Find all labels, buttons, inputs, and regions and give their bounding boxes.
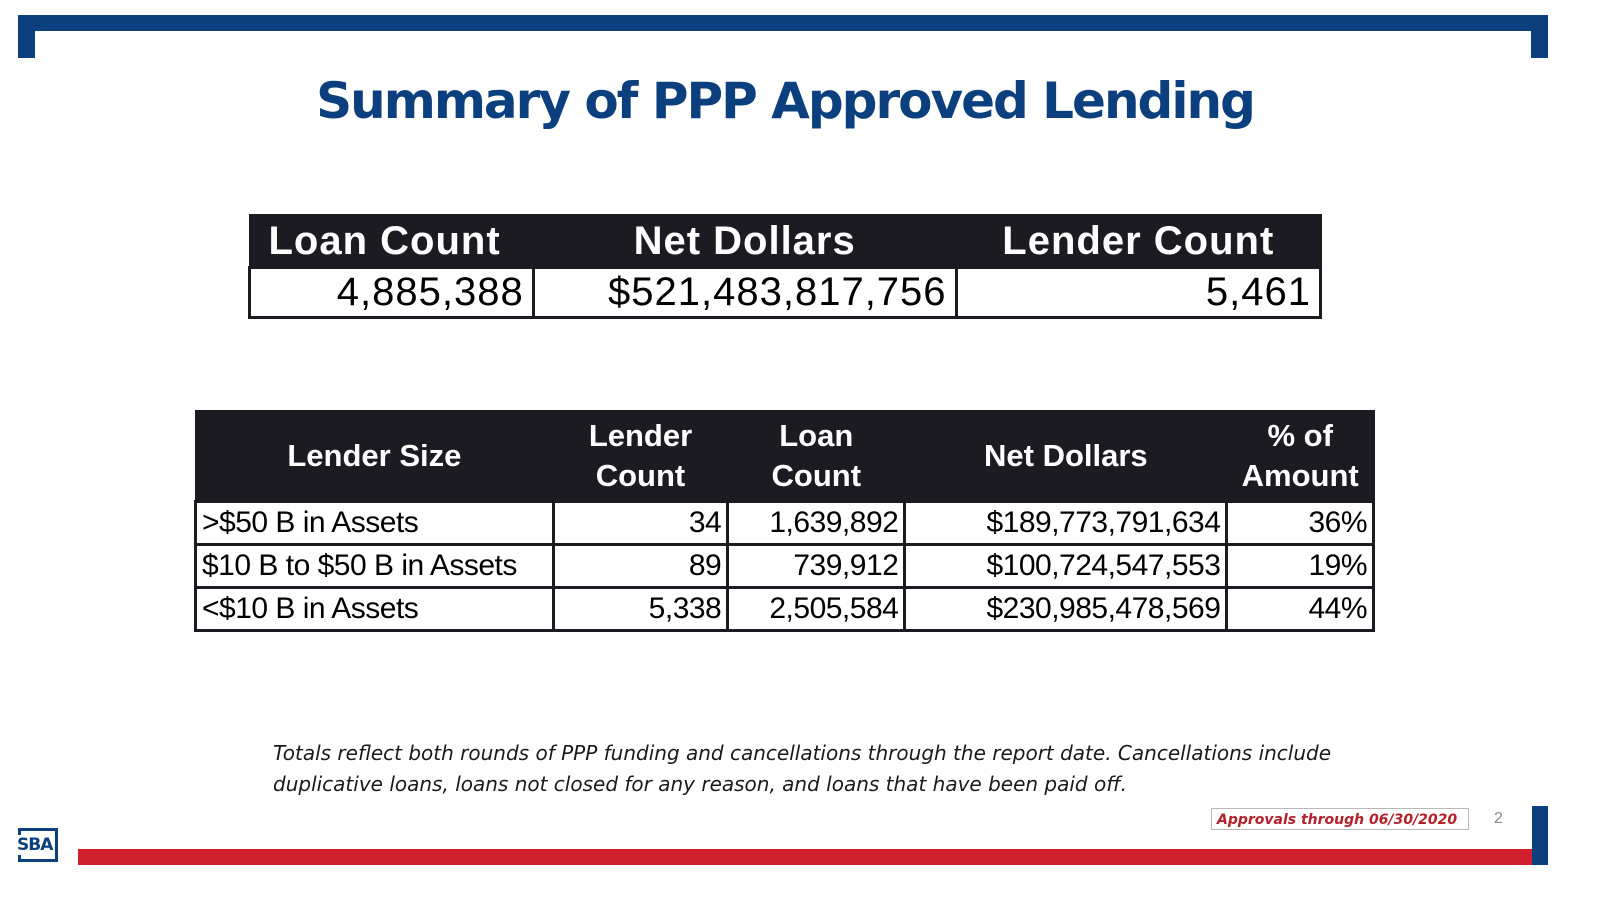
header-loan-count <box>728 411 905 502</box>
sba-logo-text: SBA <box>17 835 53 855</box>
top-frame-bar <box>18 15 1548 31</box>
page-number: 2 <box>1494 810 1503 827</box>
row-lender-count: 34 <box>553 502 728 545</box>
table-row <box>196 502 1374 545</box>
top-frame-right-bracket <box>1531 15 1548 58</box>
summary-header-row <box>250 215 1321 268</box>
row-net-dollars: $230,985,478,569 <box>905 588 1227 631</box>
lender-size-table <box>194 410 1375 632</box>
summary-header-lender-count: Lender Count <box>956 215 1320 268</box>
bottom-right-bracket <box>1532 806 1548 865</box>
table-row <box>196 588 1374 631</box>
summary-net-dollars: $521,483,817,756 <box>533 268 956 318</box>
row-lender-count: 5,338 <box>553 588 728 631</box>
header-net-dollars: Net Dollars <box>905 411 1227 502</box>
header-lender-count <box>553 411 728 502</box>
summary-loan-count: 4,885,388 <box>250 268 534 318</box>
row-loan-count: 2,505,584 <box>728 588 905 631</box>
footnote: Totals reflect both rounds of PPP funding and cancellations through the report date. Cancellations include duplicative loans, loans not closed for any reason, and loans that have been paid off. <box>273 741 1332 796</box>
row-net-dollars: $189,773,791,634 <box>905 502 1227 545</box>
row-lender-size: $10 B to $50 B in Assets <box>196 545 554 588</box>
header-loan-count-line2: Count <box>771 458 862 493</box>
row-net-dollars: $100,724,547,553 <box>905 545 1227 588</box>
page-title: Summary of PPP Approved Lending <box>316 72 1254 130</box>
bottom-red-bar <box>78 849 1532 865</box>
header-pct-amount <box>1227 411 1374 502</box>
row-lender-size: >$50 B in Assets <box>196 502 554 545</box>
row-loan-count: 1,639,892 <box>728 502 905 545</box>
table-row <box>196 545 1374 588</box>
header-lender-count-line1: Lender <box>588 418 693 453</box>
header-lender-size: Lender Size <box>196 411 554 502</box>
row-lender-size: <$10 B in Assets <box>196 588 554 631</box>
row-pct-amount: 19% <box>1227 545 1374 588</box>
sba-logo <box>18 828 62 864</box>
summary-header-net-dollars: Net Dollars <box>533 215 956 268</box>
detail-header-row <box>196 411 1374 502</box>
approvals-date-label: Approvals through 06/30/2020 <box>1211 808 1469 830</box>
summary-lender-count: 5,461 <box>956 268 1320 318</box>
header-lender-count-line2: Count <box>595 458 686 493</box>
row-lender-count: 89 <box>553 545 728 588</box>
summary-value-row <box>250 268 1321 318</box>
row-pct-amount: 36% <box>1227 502 1374 545</box>
summary-table <box>248 214 1322 319</box>
header-loan-count-line1: Loan <box>779 418 854 453</box>
header-pct-line2: Amount <box>1241 458 1359 493</box>
summary-header-loan-count: Loan Count <box>250 215 534 268</box>
top-frame-left-bracket <box>18 15 35 58</box>
row-pct-amount: 44% <box>1227 588 1374 631</box>
header-pct-line1: % of <box>1267 418 1333 453</box>
row-loan-count: 739,912 <box>728 545 905 588</box>
